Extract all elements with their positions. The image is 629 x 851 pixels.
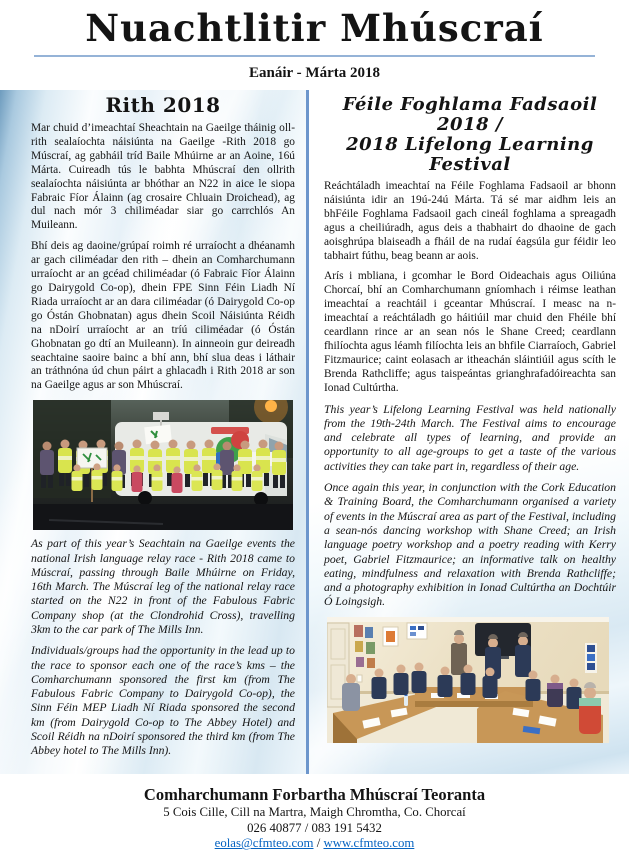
right-article-heading (324, 95, 616, 175)
left-paragraph-2: Bhí deis ag daoine/grúpaí roimh ré urraíocht a dhéanamh ar gach ciliméadar den rith – dhein an Comharchumann urraíocht ar an gcéad chiliméadar (ó Fabraic Fíor Álainn go Dairygold Co-op), dhein FPE Sinn Féin Liadh Ní Riada urraíocht ar an dara ciliméadar (ó Dairygold Co-op go Óstán Ghobnatan) agus dhein Scoil Náisiúnta Réidh na nDoirí urraíocht ar an tríú ciliméadar (ó Óstán Ghobnatan go dtí an Muileann). In ainneoin gur deireadh seachtaine saoire bainc a bhí ann, bhí slua deas i láthair an tráthnóna úd chun páirt a ghlacadh i Rith 2018 ar son na Gaeilge agus ar son Mhúscraí. (31, 240, 295, 392)
issue-date: Eanáir - Márta 2018 (249, 65, 380, 81)
left-italic-paragraph-1: As part of this year’s Seachtain na Gaeilge events the national Irish language relay race - Rith 2018 came to Múscraí, passing through Baile Mhúirne on Friday, 16th March. The Múscraí leg of the national relay race started on the N22 in front of the Fabulous Fabric Company shop (at the Clondrohid Cross), travelling 3km to the car park of The Mills Inn. (31, 537, 295, 636)
right-paragraph-2: Arís i mbliana, i gcomhar le Bord Oideachais agus Oiliúna Chorcaí, bhí an Comharchumann gníomhach i réimse leathan imeachtaí a reachtáil i gceantar Mhúscraí. I measc na n-imeachtaí a reáchtáladh go háitiúil mar chuid den Fhéile bhí ceardlann rince ar an sean nós le Shane Creed; ceardlann fhilíochta agus léamh filíochta leis an bhfile Ciarraíoch, Gabriel Fitzmaurice; caint eolasach ar itheachán sláintiúil agus scíth le Brenda Rathcliffe; agus taispeántas grianghrafadóireachta san Ionad Cultúrtha. (324, 270, 616, 394)
organisation-phones: 026 40877 / 083 191 5432 (247, 820, 382, 835)
right-column-lifelong-learning (309, 90, 629, 774)
header-divider-rule (34, 55, 595, 57)
left-column-rith-2018 (0, 90, 306, 774)
right-paragraph-1: Reáchtáladh imeachtaí na Féile Foghlama Fadsaoil ar bhonn náisiúnta idir an 19ú-24ú Márta. Tá sé mar aidhm leis an bhFéile Foghlama Fadsaoil gach cineál foghlama a spreagadh agus a cheiliúradh, agus deis a thabhairt do dhaoine de gach aoisghrúpa blaiseadh a fháil de na rudaí éagsúla gur féidir leo tabhairt fúthu, beag beann ar aois. (324, 180, 616, 262)
organisation-address: 5 Cois Cille, Cill na Martra, Maigh Chromtha, Co. Chorcaí (163, 805, 466, 820)
right-heading-line-1: Féile Foghlama Fadsaoil 2018 / (342, 94, 598, 135)
meeting-room-photo-graphic (327, 617, 609, 743)
left-italic-paragraph-2: Individuals/groups had the opportunity in the lead up to the race to sponsor each one of the race’s kms – the Comharchumann sponsored the first km (from The Fabulous Fabric Company to Dairygold Co-op), the Sinn Féin MEP Liadh Ní Riada sponsored the second km (from Dairygold Co-op to The Abbey Hotel) and Scoil Réidh na nDoirí sponsored the third km (from The Abbey hotel to The Mills Inn). (31, 644, 295, 758)
right-heading-line-2: 2018 Lifelong Learning Festival (346, 134, 594, 175)
right-italic-paragraph-2: Once again this year, in conjunction with the Cork Education & Training Board, the Comharchumann organised a variety of events in the Múscraí area as part of the Festival, including a sean-nós dancing workshop with Shane Creed; an Irish language poetry workshop and a poetry reading with Kerry poet, Gabriel Fitzmaurice; an informative talk on healthy eating, mindfulness and relaxation with Brenda Rathcliffe; and a photography exhibition in Ionad Cultúrtha an Dochtúir Ó Loingsigh. (324, 481, 616, 609)
meeting-room-photo (327, 617, 616, 743)
left-paragraph-1: Mar chuid d’imeachtaí Sheachtain na Gaeilge tháinig oll-rith sealaíochta náisiúnta na Gaeilge -Rith 2018 go Múscraí, ag gabháil tríd Baile Mhúirne ar an Aoine, 16ú Márta. Cuireadh tús le babhta Mhúscraí den ollrith sealaíochta náisiúnta ar bhóthar an N22 in aice le siopa Fabraic Fíor Álainn (ag crosaire Chluain Droichead), ag dul nach mór 3 chiliméadar siar go carrchlós An Muileann. (31, 122, 295, 232)
website-link[interactable]: www.cfmteo.com (323, 836, 415, 851)
organisation-name: Comharchumann Forbartha Mhúscraí Teoranta (143, 785, 486, 804)
two-column-body (0, 90, 629, 774)
newsletter-title: Nuachtlitir Mhúscraí (85, 6, 544, 50)
left-article-heading: Rith 2018 (105, 93, 221, 117)
rith-relay-night-photo-graphic (33, 400, 293, 530)
organisation-links (0, 836, 629, 851)
email-link[interactable]: eolas@cfmteo.com (214, 836, 314, 851)
contact-footer (0, 785, 629, 851)
link-separator: / (313, 836, 324, 851)
right-italic-paragraph-1: This year’s Lifelong Learning Festival was held nationally from the 19th-24th March. The Festival aims to encourage and celebrate all types of learning, and provide an opportunity to all age-groups to get a taste of the various activities they can take part in, regardless of their age. (324, 402, 616, 473)
rith-relay-night-photo (33, 400, 295, 530)
masthead (0, 0, 629, 82)
